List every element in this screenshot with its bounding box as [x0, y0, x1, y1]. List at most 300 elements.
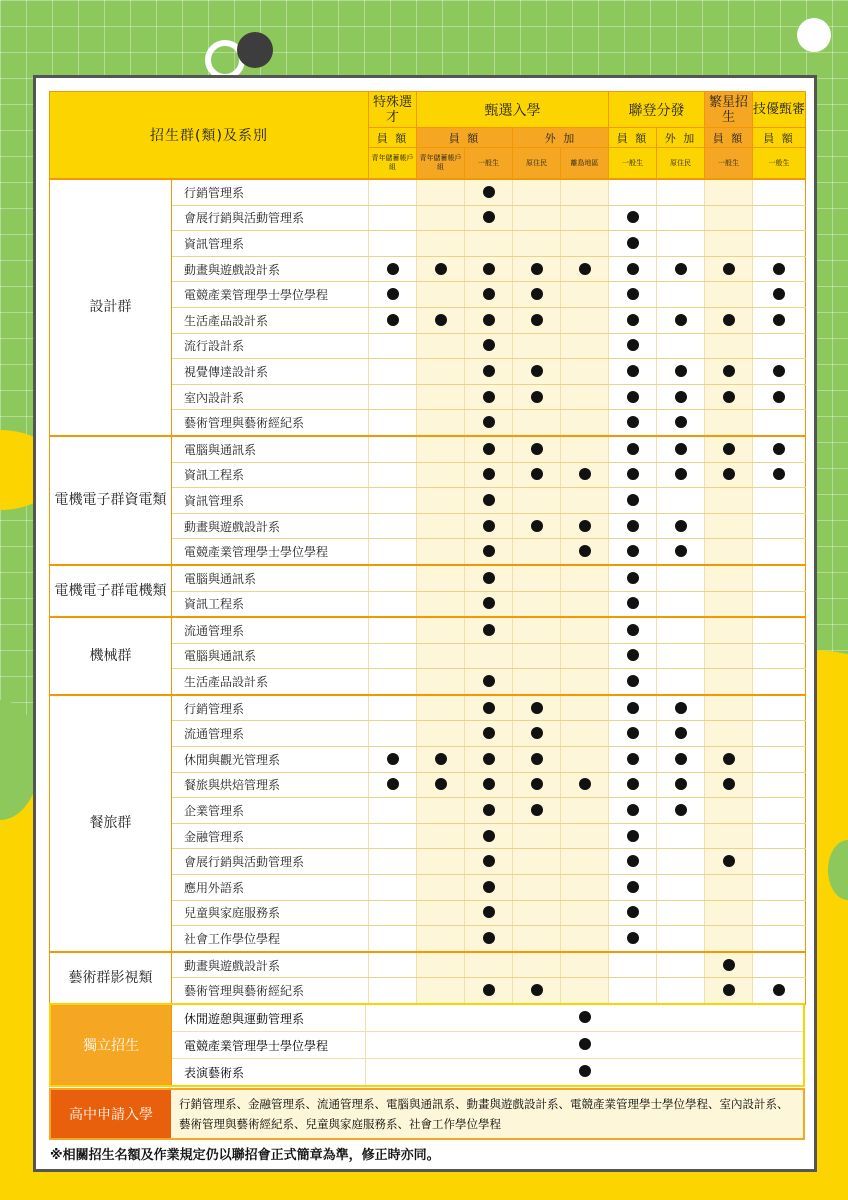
offered-mark	[657, 772, 705, 798]
empty-cell	[657, 488, 705, 514]
empty-cell	[417, 643, 465, 669]
dot-icon	[483, 314, 495, 326]
empty-cell	[369, 798, 417, 824]
empty-cell	[513, 823, 561, 849]
empty-cell	[369, 179, 417, 205]
empty-cell	[561, 823, 609, 849]
empty-cell	[417, 952, 465, 978]
empty-cell	[513, 849, 561, 875]
empty-cell	[753, 772, 806, 798]
header-selection: 甄選入學	[417, 92, 609, 128]
dept-name: 流通管理系	[172, 617, 369, 643]
empty-cell	[561, 747, 609, 773]
offered-mark	[465, 747, 513, 773]
offered-mark	[609, 384, 657, 410]
empty-cell	[657, 875, 705, 901]
empty-cell	[369, 488, 417, 514]
offered-mark	[705, 462, 753, 488]
dept-name: 表演藝術系	[172, 1059, 366, 1087]
dot-icon	[627, 339, 639, 351]
empty-cell	[753, 643, 806, 669]
offered-mark	[561, 462, 609, 488]
empty-cell	[561, 695, 609, 721]
dept-name: 資訊管理系	[172, 231, 369, 257]
dot-icon	[579, 545, 591, 557]
offered-mark	[513, 747, 561, 773]
offered-mark	[609, 900, 657, 926]
dot-icon	[723, 365, 735, 377]
dept-name: 社會工作學位學程	[172, 926, 369, 952]
offered-mark	[753, 384, 806, 410]
dept-name: 行銷管理系	[172, 695, 369, 721]
dot-icon	[675, 702, 687, 714]
dot-icon	[723, 314, 735, 326]
dot-icon	[723, 263, 735, 275]
dot-icon	[627, 288, 639, 300]
empty-cell	[417, 823, 465, 849]
dot-icon	[627, 597, 639, 609]
dot-icon	[627, 881, 639, 893]
empty-cell	[657, 669, 705, 695]
dot-icon	[773, 468, 785, 480]
empty-cell	[465, 231, 513, 257]
empty-cell	[753, 798, 806, 824]
offered-mark	[609, 565, 657, 591]
empty-cell	[369, 823, 417, 849]
dot-icon	[675, 314, 687, 326]
header-distribution: 聯登分發	[609, 92, 705, 128]
dot-icon	[483, 906, 495, 918]
offered-mark	[465, 384, 513, 410]
empty-cell	[705, 179, 753, 205]
empty-cell	[465, 952, 513, 978]
empty-cell	[369, 333, 417, 359]
dot-icon	[627, 494, 639, 506]
dot-icon	[675, 263, 687, 275]
dept-name: 動畫與遊戲設計系	[172, 513, 369, 539]
empty-cell	[513, 565, 561, 591]
offered-mark	[657, 695, 705, 721]
dot-icon	[483, 702, 495, 714]
dot-icon	[627, 520, 639, 532]
dot-icon	[531, 443, 543, 455]
offered-mark	[561, 539, 609, 565]
dot-icon	[435, 263, 447, 275]
table-row	[50, 436, 806, 462]
empty-cell	[561, 952, 609, 978]
offered-mark	[657, 256, 705, 282]
highschool-admission-table	[49, 1088, 805, 1140]
empty-cell	[753, 695, 806, 721]
cat-youth: 青年儲蓄帳戶組	[417, 148, 465, 180]
offered-mark	[609, 643, 657, 669]
offered-mark	[609, 307, 657, 333]
empty-cell	[609, 179, 657, 205]
dot-icon	[435, 778, 447, 790]
offered-mark	[609, 926, 657, 952]
dot-icon	[579, 263, 591, 275]
empty-cell	[513, 643, 561, 669]
offered-mark	[513, 695, 561, 721]
offered-mark	[513, 282, 561, 308]
dept-name: 電腦與通訊系	[172, 643, 369, 669]
empty-cell	[705, 333, 753, 359]
dot-icon	[531, 804, 543, 816]
dot-icon	[627, 753, 639, 765]
dept-name: 電競產業管理學士學位學程	[172, 539, 369, 565]
dot-icon	[627, 778, 639, 790]
table-row	[50, 695, 806, 721]
empty-cell	[753, 747, 806, 773]
dot-icon	[627, 624, 639, 636]
empty-cell	[369, 978, 417, 1004]
empty-cell	[657, 205, 705, 231]
empty-cell	[513, 926, 561, 952]
empty-cell	[705, 643, 753, 669]
dept-name: 資訊工程系	[172, 591, 369, 617]
dot-icon	[723, 959, 735, 971]
offered-mark	[705, 256, 753, 282]
dot-icon	[675, 520, 687, 532]
cat-general: 一般生	[609, 148, 657, 180]
dept-name: 電腦與通訊系	[172, 565, 369, 591]
dot-icon	[723, 391, 735, 403]
empty-cell	[369, 900, 417, 926]
offered-mark	[465, 617, 513, 643]
offered-mark	[657, 513, 705, 539]
empty-cell	[657, 617, 705, 643]
empty-cell	[561, 488, 609, 514]
dept-name: 休閒與觀光管理系	[172, 747, 369, 773]
dot-icon	[483, 494, 495, 506]
highschool-depts: 行銷管理系、金融管理系、流通管理系、電腦與通訊系、動畫與遊戲設計系、電競產業管理學士學位學程、室內設計系、藝術管理與藝術經紀系、兒童與家庭服務系、社會工作學位學程	[171, 1089, 804, 1139]
empty-cell	[369, 539, 417, 565]
empty-cell	[513, 539, 561, 565]
empty-cell	[561, 231, 609, 257]
dot-icon	[723, 984, 735, 996]
dot-icon	[773, 263, 785, 275]
dot-icon	[627, 468, 639, 480]
offered-mark	[465, 669, 513, 695]
dept-name: 生活產品設計系	[172, 669, 369, 695]
empty-cell	[753, 721, 806, 747]
offered-mark	[465, 978, 513, 1004]
offered-mark	[513, 462, 561, 488]
dot-icon	[627, 830, 639, 842]
dot-icon	[483, 263, 495, 275]
dot-icon	[483, 520, 495, 532]
dot-icon	[723, 753, 735, 765]
empty-cell	[753, 513, 806, 539]
sub-quota: 員 額	[417, 128, 513, 148]
empty-cell	[369, 849, 417, 875]
dept-name: 休閒遊憩與運動管理系	[172, 1004, 366, 1032]
empty-cell	[657, 823, 705, 849]
dept-name: 生活產品設計系	[172, 307, 369, 333]
offered-mark	[465, 205, 513, 231]
empty-cell	[561, 643, 609, 669]
offered-mark	[609, 488, 657, 514]
dot-icon	[483, 186, 495, 198]
dot-icon	[483, 545, 495, 557]
offered-mark	[465, 436, 513, 462]
offered-mark	[609, 695, 657, 721]
dot-icon	[723, 855, 735, 867]
empty-cell	[369, 231, 417, 257]
table-row	[50, 617, 806, 643]
header-special: 特殊選才	[369, 92, 417, 128]
offered-mark	[705, 952, 753, 978]
dot-icon	[675, 804, 687, 816]
empty-cell	[657, 231, 705, 257]
dot-icon	[723, 443, 735, 455]
dot-icon	[675, 778, 687, 790]
offered-mark	[369, 307, 417, 333]
dot-icon	[773, 391, 785, 403]
empty-cell	[369, 410, 417, 436]
offered-mark	[705, 747, 753, 773]
empty-cell	[369, 513, 417, 539]
empty-cell	[657, 849, 705, 875]
dot-icon	[627, 237, 639, 249]
group-name: 藝術群影視類	[50, 952, 172, 1004]
sub-quota: 員 額	[705, 128, 753, 148]
offered-mark	[561, 256, 609, 282]
empty-cell	[417, 231, 465, 257]
dept-name: 兒童與家庭服務系	[172, 900, 369, 926]
dept-name: 資訊工程系	[172, 462, 369, 488]
dot-icon	[579, 520, 591, 532]
offered-mark	[366, 1032, 805, 1059]
dept-name: 藝術管理與藝術經紀系	[172, 978, 369, 1004]
empty-cell	[753, 900, 806, 926]
empty-cell	[369, 384, 417, 410]
empty-cell	[513, 333, 561, 359]
group-name: 電機電子群資電類	[50, 436, 172, 565]
empty-cell	[561, 798, 609, 824]
dot-icon	[675, 443, 687, 455]
offered-mark	[417, 772, 465, 798]
offered-mark	[609, 747, 657, 773]
empty-cell	[657, 978, 705, 1004]
dot-icon	[483, 855, 495, 867]
offered-mark	[465, 256, 513, 282]
offered-mark	[465, 849, 513, 875]
offered-mark	[465, 875, 513, 901]
dot-icon	[579, 468, 591, 480]
offered-mark	[609, 772, 657, 798]
offered-mark	[513, 798, 561, 824]
dot-icon	[483, 468, 495, 480]
offered-mark	[609, 462, 657, 488]
offered-mark	[465, 359, 513, 385]
empty-cell	[657, 926, 705, 952]
empty-cell	[417, 978, 465, 1004]
empty-cell	[417, 539, 465, 565]
empty-cell	[705, 695, 753, 721]
cat-general: 一般生	[705, 148, 753, 180]
empty-cell	[753, 205, 806, 231]
empty-cell	[609, 952, 657, 978]
offered-mark	[609, 798, 657, 824]
empty-cell	[657, 282, 705, 308]
offered-mark	[753, 256, 806, 282]
empty-cell	[561, 900, 609, 926]
offered-mark	[705, 436, 753, 462]
offered-mark	[465, 179, 513, 205]
dot-icon	[627, 443, 639, 455]
dot-icon	[531, 288, 543, 300]
offered-mark	[753, 282, 806, 308]
dot-icon	[627, 211, 639, 223]
offered-mark	[657, 747, 705, 773]
dot-icon	[531, 753, 543, 765]
dot-icon	[627, 906, 639, 918]
dot-icon	[723, 778, 735, 790]
empty-cell	[705, 565, 753, 591]
cat-general: 一般生	[753, 148, 806, 180]
offered-mark	[513, 772, 561, 798]
empty-cell	[561, 875, 609, 901]
dot-icon	[675, 391, 687, 403]
empty-cell	[513, 617, 561, 643]
offered-mark	[513, 436, 561, 462]
dot-icon	[483, 339, 495, 351]
dot-icon	[387, 753, 399, 765]
table-row	[50, 565, 806, 591]
empty-cell	[369, 721, 417, 747]
empty-cell	[753, 488, 806, 514]
offered-mark	[513, 978, 561, 1004]
empty-cell	[753, 333, 806, 359]
empty-cell	[753, 231, 806, 257]
offered-mark	[465, 539, 513, 565]
cat-aboriginal: 原住民	[513, 148, 561, 180]
empty-cell	[561, 617, 609, 643]
empty-cell	[561, 978, 609, 1004]
dot-icon	[483, 597, 495, 609]
column-title: 招生群(類)及系別	[50, 92, 369, 180]
decor-white-circle	[797, 18, 831, 52]
cat-youth: 青年儲蓄帳戶組	[369, 148, 417, 180]
offered-mark	[657, 384, 705, 410]
dot-icon	[675, 545, 687, 557]
dot-icon	[627, 263, 639, 275]
sub-quota: 員 額	[369, 128, 417, 148]
offered-mark	[753, 307, 806, 333]
empty-cell	[561, 282, 609, 308]
empty-cell	[705, 875, 753, 901]
dot-icon	[627, 314, 639, 326]
offered-mark	[465, 307, 513, 333]
empty-cell	[513, 179, 561, 205]
dot-icon	[627, 545, 639, 557]
offered-mark	[417, 256, 465, 282]
empty-cell	[753, 591, 806, 617]
empty-cell	[417, 695, 465, 721]
empty-cell	[513, 952, 561, 978]
offered-mark	[513, 307, 561, 333]
offered-mark	[609, 410, 657, 436]
empty-cell	[705, 231, 753, 257]
empty-cell	[705, 513, 753, 539]
offered-mark	[609, 721, 657, 747]
dot-icon	[435, 753, 447, 765]
offered-mark	[513, 513, 561, 539]
dept-name: 流行設計系	[172, 333, 369, 359]
empty-cell	[561, 179, 609, 205]
empty-cell	[705, 669, 753, 695]
offered-mark	[465, 823, 513, 849]
empty-cell	[705, 282, 753, 308]
dot-icon	[627, 675, 639, 687]
empty-cell	[417, 488, 465, 514]
offered-mark	[753, 978, 806, 1004]
independent-label: 獨立招生	[50, 1004, 172, 1086]
empty-cell	[561, 307, 609, 333]
empty-cell	[369, 462, 417, 488]
empty-cell	[705, 926, 753, 952]
offered-mark	[366, 1059, 805, 1087]
dot-icon	[483, 391, 495, 403]
offered-mark	[561, 772, 609, 798]
empty-cell	[369, 617, 417, 643]
empty-cell	[417, 849, 465, 875]
dot-icon	[773, 443, 785, 455]
offered-mark	[705, 772, 753, 798]
empty-cell	[705, 539, 753, 565]
empty-cell	[417, 721, 465, 747]
empty-cell	[753, 565, 806, 591]
offered-mark	[465, 410, 513, 436]
dot-icon	[483, 365, 495, 377]
offered-mark	[369, 747, 417, 773]
dot-icon	[531, 984, 543, 996]
empty-cell	[417, 617, 465, 643]
empty-cell	[369, 875, 417, 901]
dot-icon	[483, 416, 495, 428]
dot-icon	[675, 416, 687, 428]
empty-cell	[417, 591, 465, 617]
empty-cell	[561, 849, 609, 875]
empty-cell	[417, 410, 465, 436]
empty-cell	[417, 282, 465, 308]
dot-icon	[531, 391, 543, 403]
empty-cell	[369, 926, 417, 952]
dept-name: 應用外語系	[172, 875, 369, 901]
empty-cell	[561, 591, 609, 617]
empty-cell	[657, 643, 705, 669]
dept-name: 企業管理系	[172, 798, 369, 824]
offered-mark	[417, 747, 465, 773]
dot-icon	[531, 727, 543, 739]
empty-cell	[705, 721, 753, 747]
empty-cell	[657, 900, 705, 926]
empty-cell	[369, 952, 417, 978]
offered-mark	[657, 798, 705, 824]
dept-name: 視覺傳達設計系	[172, 359, 369, 385]
dept-name: 行銷管理系	[172, 179, 369, 205]
offered-mark	[609, 823, 657, 849]
offered-mark	[753, 462, 806, 488]
empty-cell	[417, 798, 465, 824]
dot-icon	[627, 727, 639, 739]
empty-cell	[753, 926, 806, 952]
dept-name: 金融管理系	[172, 823, 369, 849]
empty-cell	[369, 436, 417, 462]
offered-mark	[705, 359, 753, 385]
empty-cell	[705, 410, 753, 436]
